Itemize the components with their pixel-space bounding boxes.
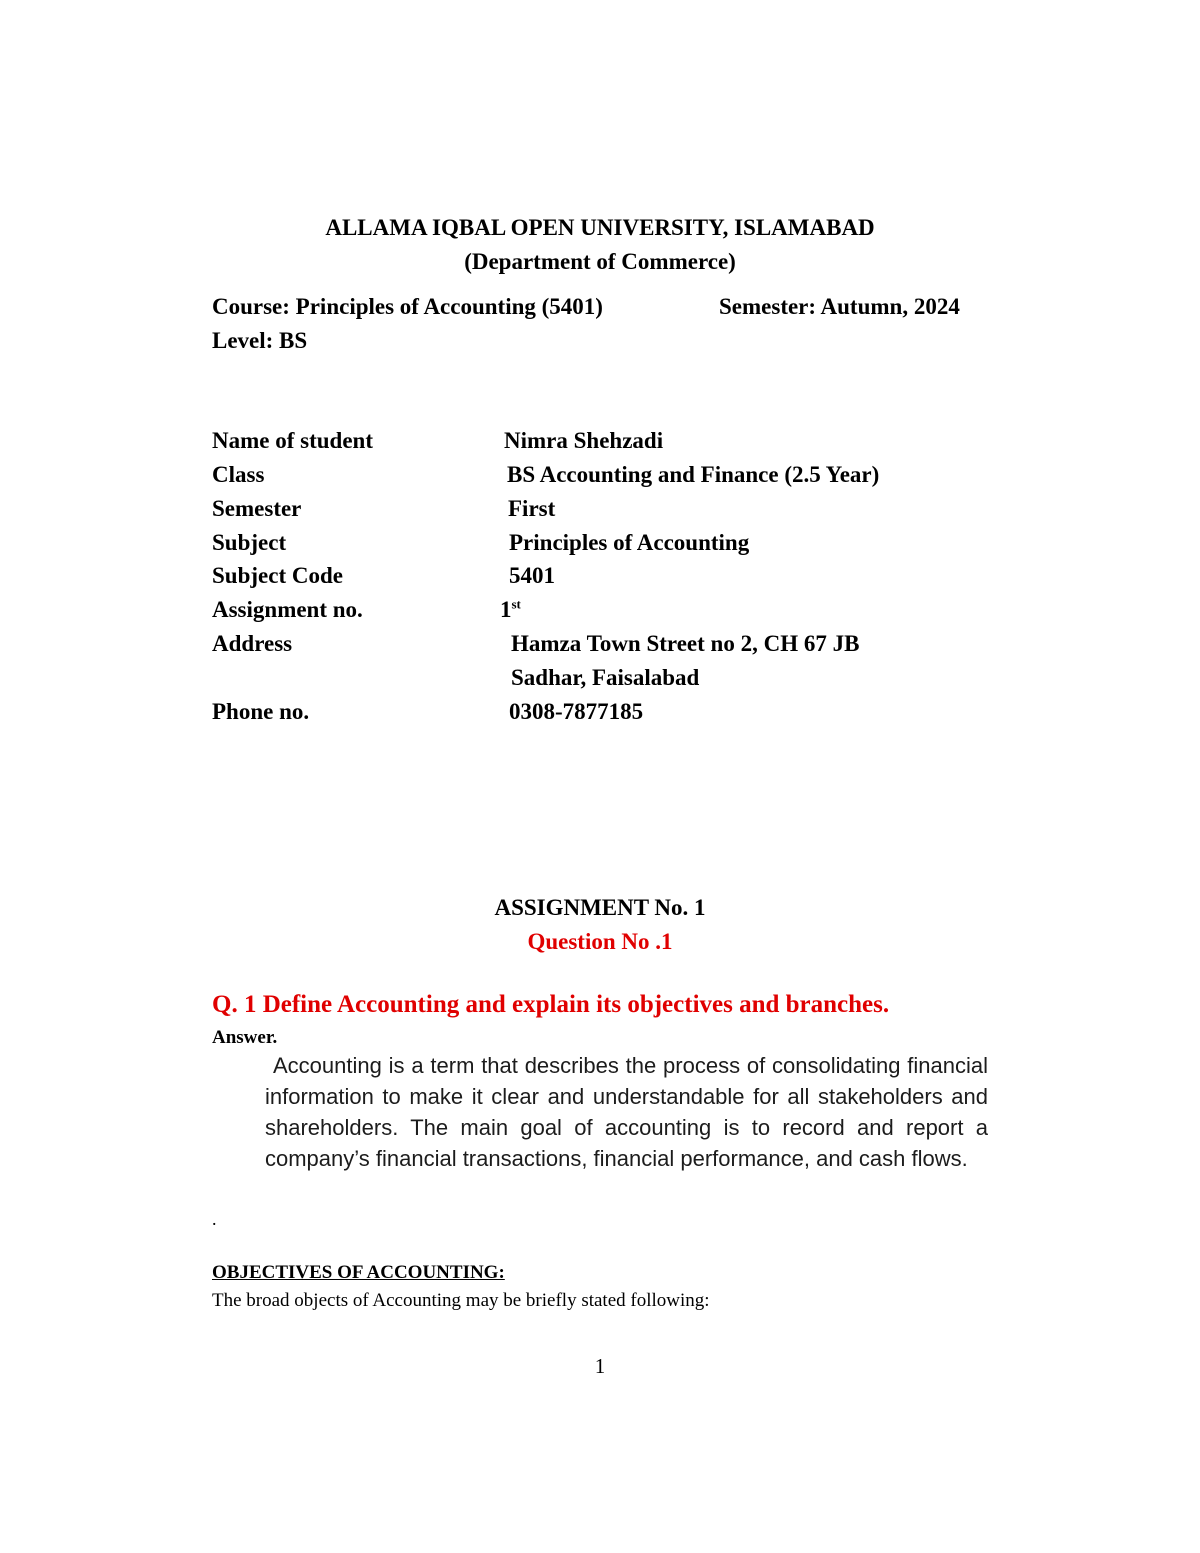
level-info: Level: BS	[212, 328, 308, 353]
address-line-1: Hamza Town Street no 2, CH 67 JB	[511, 631, 860, 656]
answer-text: Accounting is a term that describes the process of consolidating financial information to make it clear and understandable for all stakeholders and shareholders. The main goal of accounting is to record and report a company’s financial transactions, financial performance, and cash flows.	[265, 1053, 988, 1171]
phone-value: 0308-7877185	[509, 699, 644, 724]
objectives-heading: OBJECTIVES OF ACCOUNTING:	[212, 1262, 505, 1283]
subject-code-label: Subject Code	[212, 563, 343, 588]
subject-value: Principles of Accounting	[509, 530, 750, 555]
department-subtitle: (Department of Commerce)	[464, 249, 736, 274]
assignment-no-label: Assignment no.	[212, 597, 363, 622]
course-info: Course: Principles of Accounting (5401)	[212, 294, 603, 319]
semester-info: Semester: Autumn, 2024	[719, 294, 960, 319]
assignment-no-value	[500, 595, 521, 625]
answer-paragraph	[265, 1050, 988, 1174]
subject-code-value: 5401	[509, 563, 555, 588]
phone-label: Phone no.	[212, 699, 310, 724]
question-number-heading: Question No .1	[527, 929, 673, 954]
class-label: Class	[212, 462, 265, 487]
address-label: Address	[212, 631, 293, 656]
answer-label: Answer.	[212, 1027, 278, 1048]
name-label: Name of student	[212, 428, 373, 453]
address-line-2: Sadhar, Faisalabad	[511, 665, 700, 690]
assignment-ordinal-suffix: st	[511, 596, 521, 612]
semester-label: Semester	[212, 496, 302, 521]
question-text: Q. 1 Define Accounting and explain its objectives and branches.	[212, 991, 890, 1018]
name-value: Nimra Shehzadi	[504, 428, 664, 453]
semester-value: First	[508, 496, 556, 521]
assignment-number: 1	[500, 597, 512, 622]
class-value: BS Accounting and Finance (2.5 Year)	[507, 462, 880, 487]
objectives-intro: The broad objects of Accounting may be briefly stated following:	[212, 1290, 710, 1311]
assignment-title: ASSIGNMENT No. 1	[494, 895, 706, 920]
separator-dot: .	[212, 1209, 217, 1229]
subject-label: Subject	[212, 530, 287, 555]
page-number: 1	[594, 1354, 606, 1378]
university-title: ALLAMA IQBAL OPEN UNIVERSITY, ISLAMABAD	[325, 215, 875, 240]
